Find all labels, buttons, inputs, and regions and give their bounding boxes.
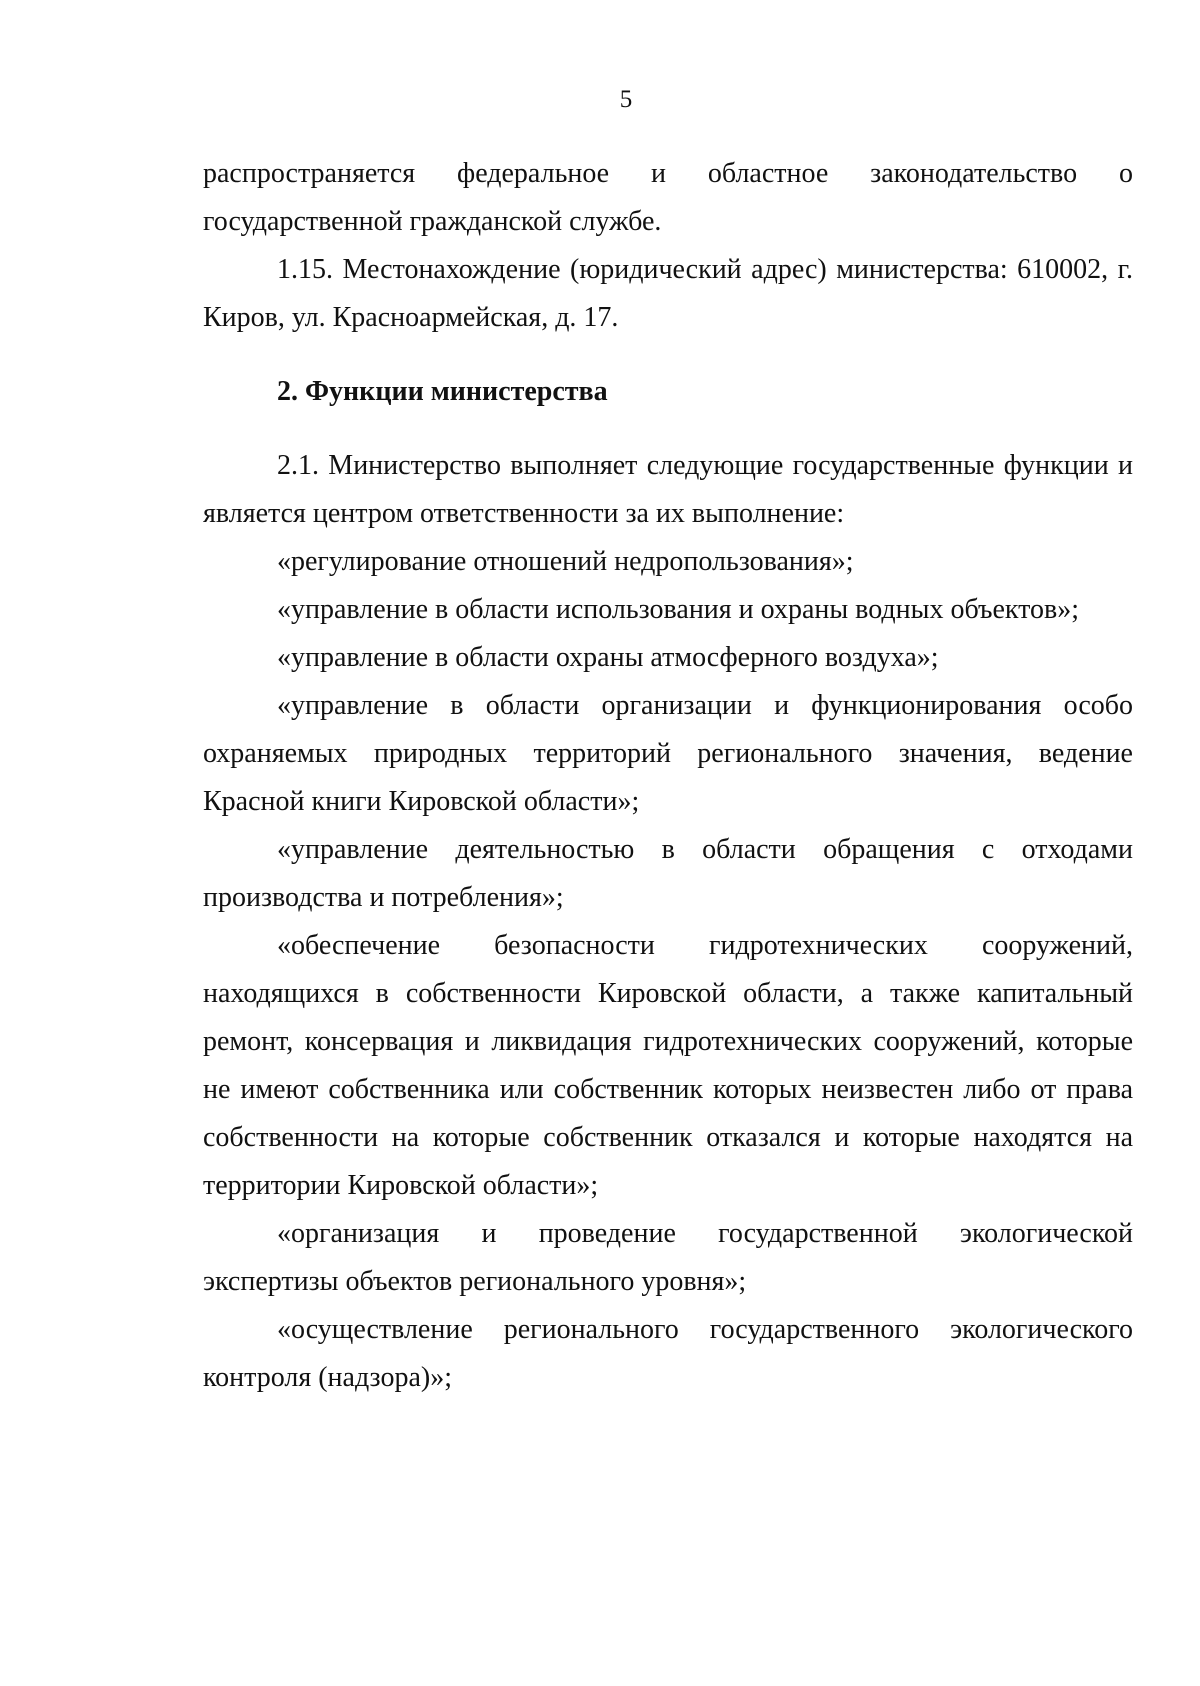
document-body [203, 150, 1133, 1402]
list-item-hydraulic-structures: «обеспечение безопасности гидротехнических сооружений, находящихся в собственности Кировской области, а также капитальный ремонт, консервация и ликвидация гидротехнических сооружений, которые не имеют собственника или собственник которых неизвестен либо от права собственности на которые собственник отказался и которые находятся на территории Кировской области»; [203, 930, 1133, 1201]
paragraph-civil-service-legislation: распространяется федеральное и областное законодательство о государственной гражданской службе. [203, 158, 1133, 237]
paragraph-functions-intro: 2.1. Министерство выполняет следующие государственные функции и является центром ответственности за их выполнение: [203, 450, 1133, 529]
list-item-water-objects: «управление в области использования и охраны водных объектов»; [277, 594, 1080, 625]
list-item-ecological-control: «осуществление регионального государственного экологического контроля (надзора)»; [203, 1314, 1133, 1393]
list-item-protected-territories: «управление в области организации и функционирования особо охраняемых природных территорий регионального значения, ведение Красной книги Кировской области»; [203, 690, 1133, 817]
page-number: 5 [619, 86, 633, 113]
section-heading: 2. Функции министерства [277, 376, 608, 407]
list-item-atmospheric-air: «управление в области охраны атмосферного воздуха»; [277, 642, 939, 673]
paragraph-legal-address: 1.15. Местонахождение (юридический адрес) министерства: 610002, г. Киров, ул. Красноармейская, д. 17. [203, 254, 1133, 333]
list-item-waste-management: «управление деятельностью в области обращения с отходами производства и потребления»; [203, 834, 1133, 913]
list-item-subsoil-use: «регулирование отношений недропользования»; [277, 546, 854, 577]
list-item-ecological-expertise: «организация и проведение государственной экологической экспертизы объектов регионального уровня»; [203, 1218, 1133, 1297]
